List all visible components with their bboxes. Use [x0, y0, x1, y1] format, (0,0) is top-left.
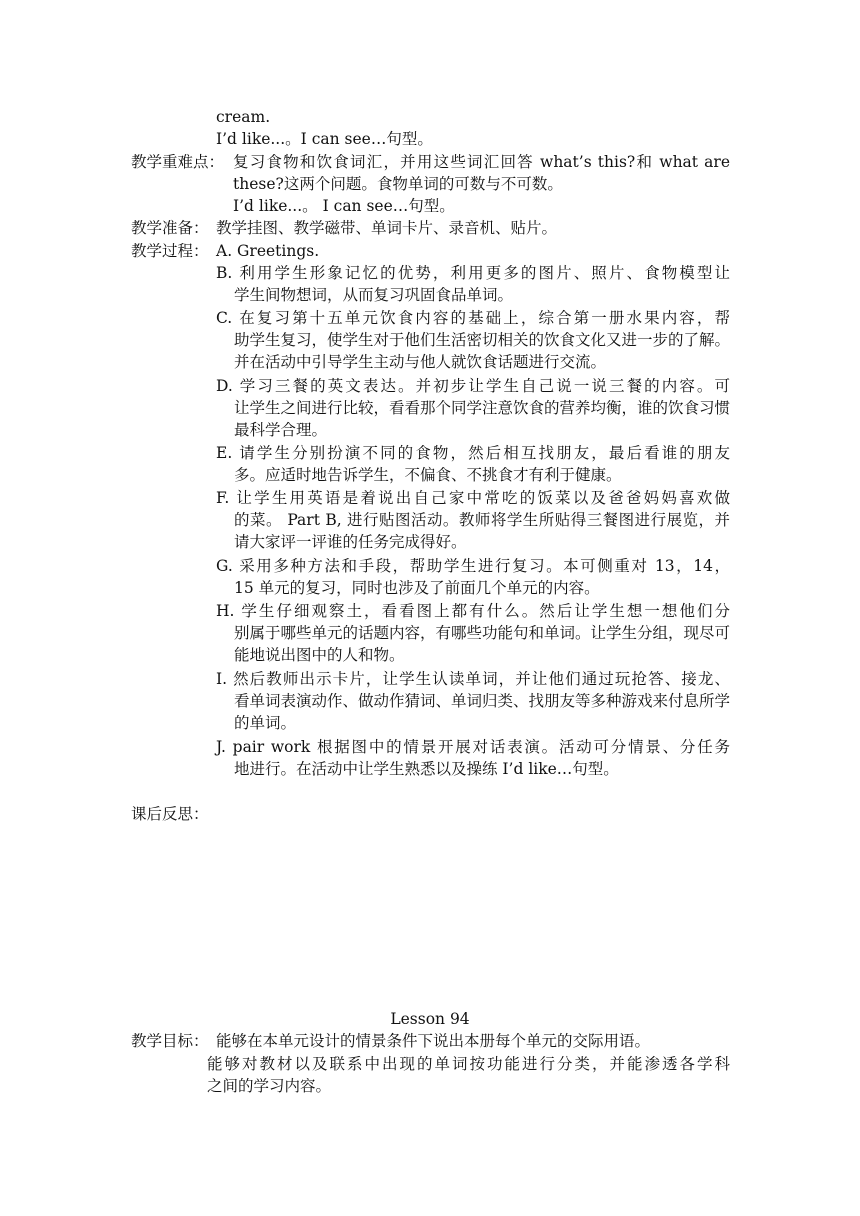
key-points-line-1: 复习食物和饮食词汇，并用这些词汇回答 what’s this?和 what are	[233, 153, 730, 171]
process-item-b-rest: 学生间物想词，从而复习巩固食品单词。	[234, 286, 514, 304]
process-item-j-first: J. pair work 根据图中的情景开展对话表演。活动可分情景、分任务	[216, 738, 730, 756]
process-item-c-first: C. 在复习第十五单元饮食内容的基础上，综合第一册水果内容，帮	[216, 309, 730, 327]
process-item-j	[216, 736, 730, 780]
lesson-goal-line-3: 之间的学习内容。	[207, 1077, 332, 1095]
process-item-d	[216, 375, 730, 441]
lesson-goal-label: 教学目标：	[131, 1032, 209, 1050]
process-item-d-rest: 让学生之间进行比较，看看那个同学注意饮食的营养均衡，谁的饮食习惯最科学合理。	[234, 399, 731, 439]
reflection-label: 课后反思：	[131, 805, 209, 823]
preparation-text: 教学挂图、教学磁带、单词卡片、录音机、贴片。	[216, 219, 558, 237]
key-points-line-2: these?这两个问题。食物单词的可数与不可数。	[233, 175, 563, 193]
process-item-i-rest: 看单词表演动作、做动作猜词、单词归类、找朋友等多种游戏来付息所学的单词。	[234, 692, 731, 732]
process-item-h	[216, 600, 730, 666]
process-item-b-first: B. 利用学生形象记忆的优势，利用更多的图片、照片、食物模型让	[216, 264, 730, 282]
sentence-pattern-line: I’d like...。I can see…句型。	[216, 130, 433, 148]
process-item-i	[216, 668, 730, 734]
process-item-e	[216, 442, 730, 486]
process-label: 教学过程：	[131, 242, 209, 260]
process-item-d-first: D. 学习三餐的英文表达。并初步让学生自己说一说三餐的内容。可	[216, 377, 730, 395]
process-item-f	[216, 487, 730, 553]
cream-line: cream.	[216, 108, 271, 126]
process-item-a-text: A. Greetings.	[216, 242, 320, 260]
process-item-f-first: F. 让学生用英语是着说出自己家中常吃的饭菜以及爸爸妈妈喜欢做	[216, 489, 730, 507]
process-item-c-rest: 助学生复习，使学生对于他们生活密切相关的饮食文化又进一步的了解。并在活动中引导学生主动与他人就饮食话题进行交流。	[234, 331, 731, 371]
process-item-g-first: G. 采用多种方法和手段，帮助学生进行复习。本可侧重对 13，14，	[216, 557, 730, 575]
process-item-g	[216, 555, 730, 599]
key-points-label: 教学重难点：	[131, 153, 225, 171]
process-item-a	[216, 240, 730, 262]
process-item-e-first: E. 请学生分别扮演不同的食物，然后相互找朋友，最后看谁的朋友	[216, 444, 730, 462]
process-item-j-rest: 地进行。在活动中让学生熟悉以及操练 I’d like…句型。	[234, 760, 619, 778]
process-item-h-first: H. 学生仔细观察土，看看图上都有什么。然后让学生想一想他们分	[216, 602, 730, 620]
lesson-title: Lesson 94	[390, 1010, 470, 1028]
lesson-goal-line-2: 能够对教材以及联系中出现的单词按功能进行分类，并能渗透各学科	[207, 1055, 730, 1073]
process-item-g-rest: 15 单元的复习，同时也涉及了前面几个单元的内容。	[234, 579, 600, 597]
process-item-i-first: I. 然后教师出示卡片，让学生认读单词，并让他们通过玩抢答、接龙、	[216, 670, 730, 688]
process-item-f-rest: 的菜。 Part B, 进行贴图活动。教师将学生所贴得三餐图进行展览，并请大家评一评谁的任务完成得好。	[234, 511, 730, 551]
process-item-e-rest: 多。应适时地告诉学生，不偏食、不挑食才有利于健康。	[234, 466, 622, 484]
process-item-c	[216, 307, 730, 373]
process-item-b	[216, 262, 730, 306]
lesson-goal-line-1: 能够在本单元设计的情景条件下说出本册每个单元的交际用语。	[216, 1032, 651, 1050]
process-item-h-rest: 别属于哪些单元的话题内容，有哪些功能句和单词。让学生分组，现尽可能地说出图中的人和物。	[234, 624, 731, 664]
key-points-line-3: I’d like...。 I can see…句型。	[233, 197, 455, 215]
preparation-label: 教学准备：	[131, 219, 209, 237]
